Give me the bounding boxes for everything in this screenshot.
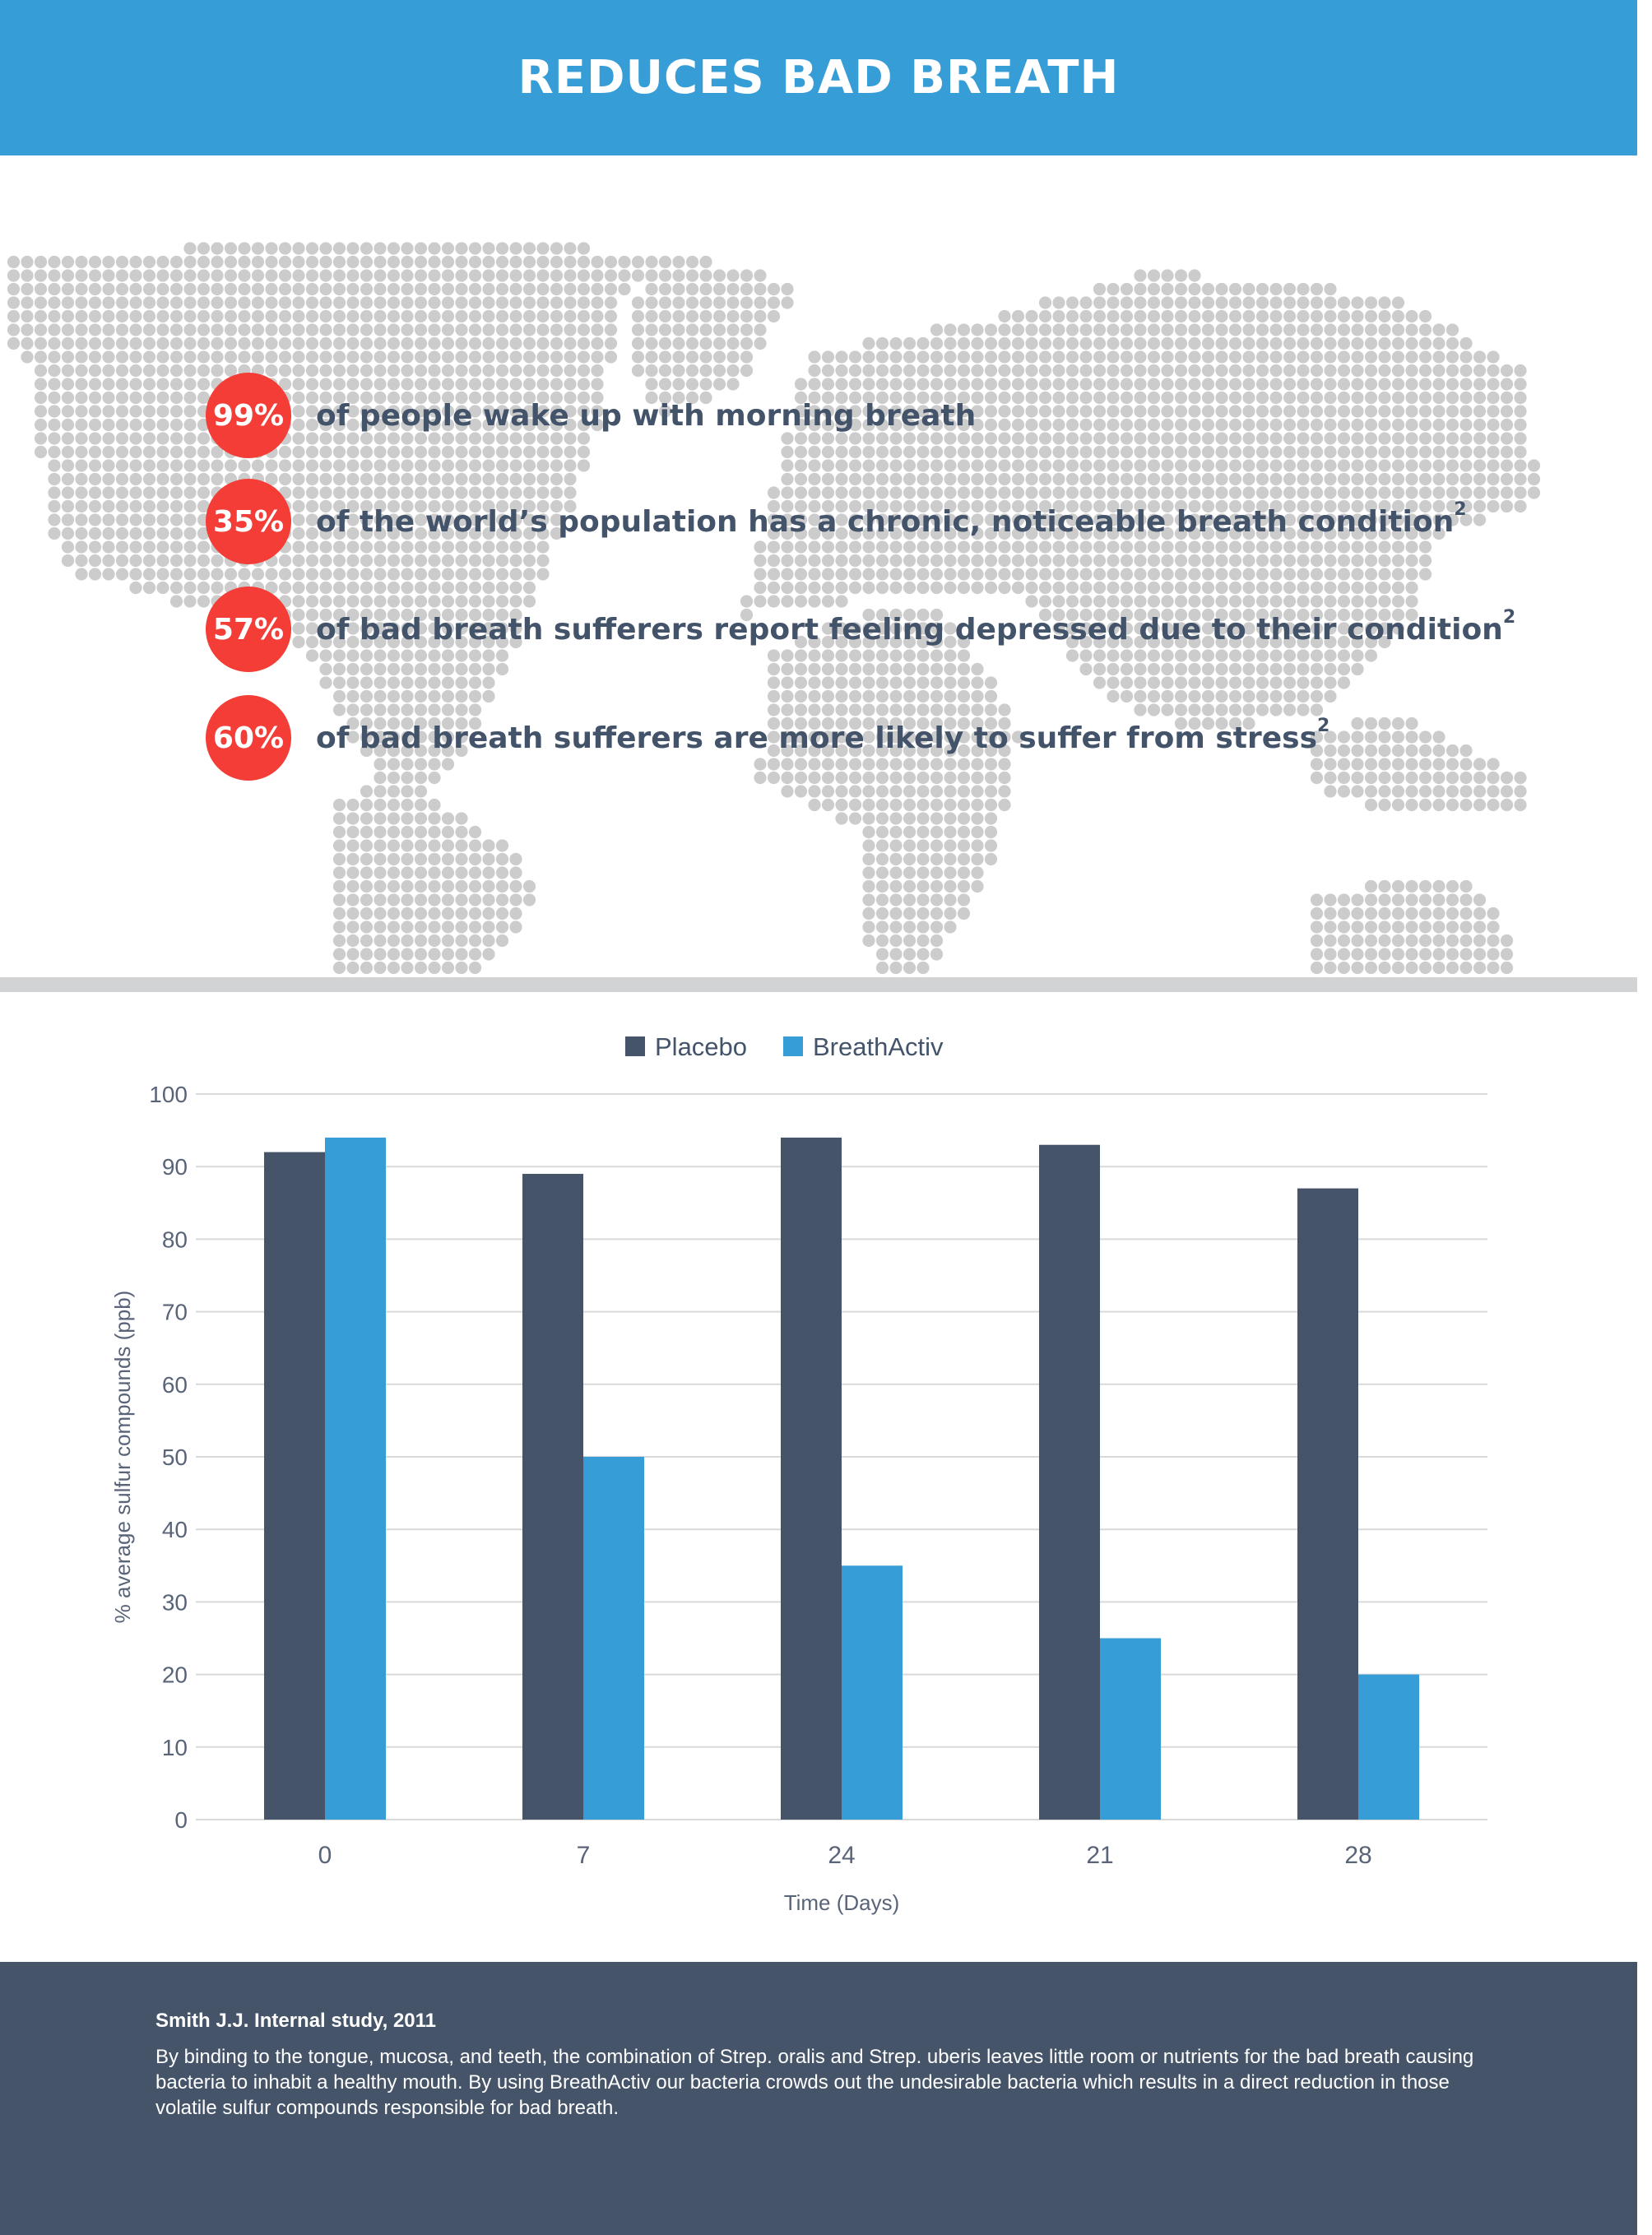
world-dot-map-icon	[0, 155, 1637, 978]
map-section	[0, 155, 1637, 978]
bar-breathactiv-21	[1100, 1639, 1161, 1820]
stat-text: of bad breath sufferers are more likely to suffer from stress$^2$	[316, 715, 1330, 755]
header-banner	[0, 0, 1637, 155]
bar-placebo-7	[522, 1174, 583, 1820]
bar-placebo-28	[1297, 1189, 1358, 1820]
y-tick-label: 100	[149, 1082, 188, 1107]
x-tick-label: 7	[576, 1842, 591, 1869]
stat-badge: 99%	[206, 373, 291, 458]
y-tick-label: 10	[161, 1734, 188, 1760]
bar-placebo-0	[264, 1152, 325, 1820]
stat-text: of bad breath sufferers report feeling depressed due to their condition$^2$	[316, 606, 1516, 647]
bar-placebo-21	[1039, 1145, 1100, 1820]
x-tick-label: 0	[318, 1842, 332, 1869]
legend-label: Placebo	[655, 1032, 748, 1061]
page-title: REDUCES BAD BREATH	[517, 51, 1120, 104]
bar-placebo-24	[781, 1138, 842, 1820]
bar-breathactiv-7	[583, 1457, 644, 1820]
bar-chart	[0, 992, 1637, 1962]
stat-row	[206, 695, 1329, 781]
y-tick-label: 80	[161, 1226, 188, 1253]
y-tick-label: 70	[161, 1299, 188, 1325]
bar-breathactiv-28	[1358, 1675, 1419, 1820]
footer-body: By binding to the tongue, mucosa, and teeth, the combination of Strep. oralis and Strep. uberis leaves little room or nutrients for the bad breath causing bacteria to inhabit a healthy mouth. By using BreathActiv our bacteria crowds out the undesirable bacteria which results in a direct reduction in those volatile sulfur compounds responsible for bad breath.	[155, 2046, 1474, 2119]
y-tick-label: 40	[161, 1517, 188, 1543]
y-tick-label: 50	[161, 1444, 188, 1470]
x-tick-label: 28	[1344, 1842, 1372, 1869]
legend-swatch	[783, 1036, 803, 1056]
citation: Smith J.J. Internal study, 2011	[155, 2010, 437, 2032]
stat-badge: 60%	[206, 695, 291, 781]
stat-text: of people wake up with morning breath	[316, 398, 977, 433]
bar-breathactiv-24	[842, 1565, 903, 1820]
stat-badge: 57%	[206, 587, 291, 672]
bar-breathactiv-0	[325, 1138, 386, 1820]
y-tick-label: 0	[174, 1807, 188, 1833]
legend-swatch	[625, 1036, 645, 1056]
x-tick-label: 21	[1086, 1842, 1114, 1869]
x-axis-label: Time (Days)	[783, 1890, 900, 1915]
stat-row	[206, 479, 1467, 564]
stat-text: of the world’s population has a chronic, noticeable breath condition$^2$	[316, 498, 1467, 539]
legend-label: BreathActiv	[813, 1032, 944, 1061]
y-tick-label: 30	[161, 1589, 188, 1616]
stat-badge: 35%	[206, 479, 291, 564]
y-axis-label: % average sulfur compounds (ppb)	[110, 1290, 135, 1624]
footer	[0, 1962, 1637, 2235]
y-tick-label: 60	[161, 1371, 188, 1398]
stat-row	[206, 373, 976, 458]
x-tick-label: 24	[828, 1842, 856, 1869]
y-tick-label: 90	[161, 1154, 188, 1180]
section-divider	[0, 977, 1637, 992]
stat-row	[206, 587, 1515, 672]
y-tick-label: 20	[161, 1662, 188, 1688]
